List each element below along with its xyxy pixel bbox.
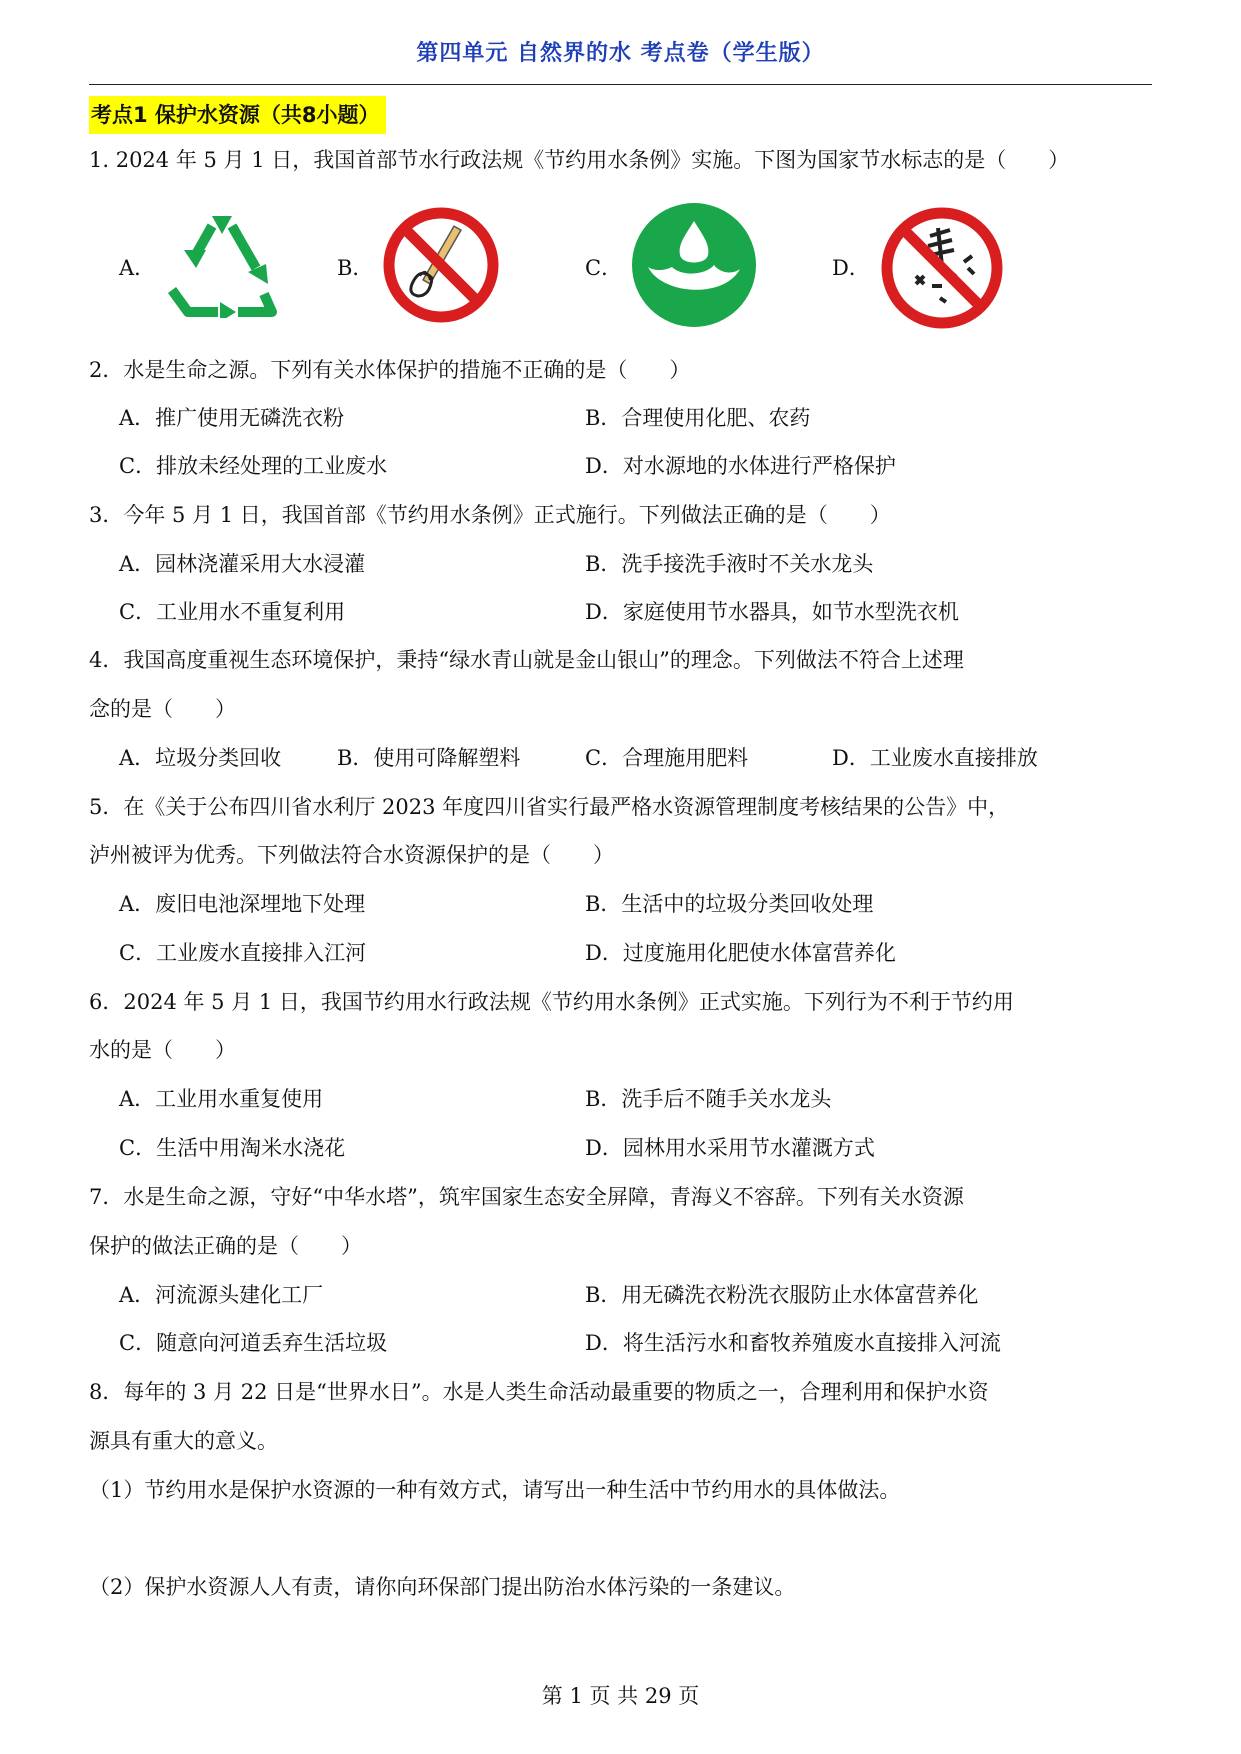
question-3-option-b: B．洗手接洗手液时不关水龙头 [585,552,874,576]
water-saving-icon [632,203,756,327]
question-8-stem-cont: 源具有重大的意义。 [89,1429,278,1453]
page-title: 第四单元 自然界的水 考点卷（学生版） [416,41,825,66]
question-2-option-a: A．推广使用无磷洗衣粉 [119,406,345,430]
question-6-stem: 6．2024 年 5 月 1 日，我国节约用水行政法规《节约用水条例》正式实施。下列行为不利于节约用 [89,990,1014,1014]
header-divider [89,84,1152,85]
question-2-option-d: D．对水源地的水体进行严格保护 [585,454,896,478]
question-6-option-c: C．生活中用淘米水浇花 [119,1136,346,1160]
question-7-stem-cont: 保护的做法正确的是（ ） [89,1234,362,1258]
question-5-option-a: A．废旧电池深埋地下处理 [119,892,366,916]
question-7-option-b: B．用无磷洗衣粉洗衣服防止水体富营养化 [585,1283,979,1307]
question-1-stem: 1. 2024 年 5 月 1 日，我国首部节水行政法规《节约用水条例》实施。下图为国家节水标志的是（ ） [89,148,1070,172]
question-5-stem: 5．在《关于公布四川省水利厅 2023 年度四川省实行最严格水资源管理制度考核结果的公告》中， [89,795,1010,819]
question-4-stem: 4．我国高度重视生态环境保护，秉持“绿水青山就是金山银山”的理念。下列做法不符合上述理 [89,648,964,672]
question-7-option-c: C．随意向河道丢弃生活垃圾 [119,1331,388,1355]
question-4-option-a: A．垃圾分类回收 [119,746,282,770]
question-4-option-b: B．使用可降解塑料 [337,746,521,770]
option-b-label: B． [337,256,374,280]
question-8-part-2: （2）保护水资源人人有责，请你向环保部门提出防治水体污染的一条建议。 [89,1575,796,1599]
no-smoking-icon [382,206,500,324]
question-2-stem: 2．水是生命之源。下列有关水体保护的措施不正确的是（ ） [89,358,691,382]
recycle-icon [160,212,286,318]
question-2-option-c: C．排放未经处理的工业废水 [119,454,388,478]
option-d-label: D． [832,256,870,280]
no-fireworks-icon [880,206,1004,330]
question-6-stem-cont: 水的是（ ） [89,1038,236,1062]
option-a-label: A． [119,256,156,280]
question-8-part-1: （1）节约用水是保护水资源的一种有效方式，请写出一种生活中节约用水的具体做法。 [89,1478,901,1502]
question-6-option-d: D．园林用水采用节水灌溉方式 [585,1136,875,1160]
question-5-stem-cont: 泸州被评为优秀。下列做法符合水资源保护的是（ ） [89,843,614,867]
question-7-stem: 7．水是生命之源，守好“中华水塔”，筑牢国家生态安全屏障，青海义不容辞。下列有关水资源 [89,1185,964,1209]
question-3-option-d: D．家庭使用节水器具，如节水型洗衣机 [585,600,959,624]
question-3-option-a: A．园林浇灌采用大水浸灌 [119,552,366,576]
question-2-option-b: B．合理使用化肥、农药 [585,406,811,430]
question-5-option-c: C．工业废水直接排入江河 [119,941,367,965]
question-8-stem: 8．每年的 3 月 22 日是“世界水日”。水是人类生命活动最重要的物质之一，合理利用和保护水资 [89,1380,989,1404]
question-6-option-b: B．洗手后不随手关水龙头 [585,1087,832,1111]
question-7-option-a: A．河流源头建化工厂 [119,1283,324,1307]
question-3-option-c: C．工业用水不重复利用 [119,600,346,624]
option-c-label: C． [585,256,623,280]
question-3-stem: 3．今年 5 月 1 日，我国首部《节约用水条例》正式施行。下列做法正确的是（ ） [89,503,891,527]
question-4-option-d: D．工业废水直接排放 [832,746,1038,770]
question-7-option-d: D．将生活污水和畜牧养殖废水直接排入河流 [585,1331,1001,1355]
question-4-option-c: C．合理施用肥料 [585,746,749,770]
question-5-option-d: D．过度施用化肥使水体富营养化 [585,941,896,965]
question-6-option-a: A．工业用水重复使用 [119,1087,324,1111]
question-4-stem-cont: 念的是（ ） [89,697,236,721]
section-heading: 考点1 保护水资源（共8小题） [89,96,386,134]
page-footer: 第 1 页 共 29 页 [541,1684,700,1708]
question-5-option-b: B．生活中的垃圾分类回收处理 [585,892,874,916]
